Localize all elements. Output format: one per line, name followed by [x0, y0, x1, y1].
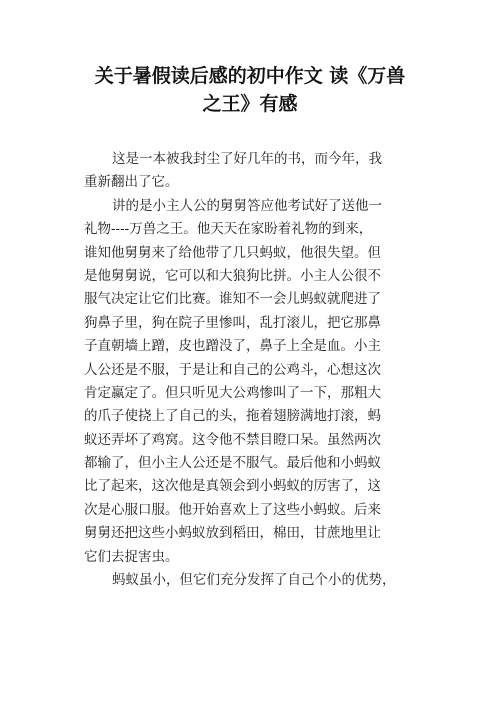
paragraph-1-line-2: 重新翻出了它。 [84, 174, 179, 191]
title-line-2: 之王》有感 [202, 93, 298, 115]
paragraph-2-line-7: 子直朝墙上蹭，皮也蹭没了，鼻子上全是血。小主 [84, 338, 381, 355]
paragraph-2-line-3: 谁知他舅舅来了给他带了几只蚂蚁，他很失望。但 [84, 244, 381, 261]
paragraph-2-line-12: 都输了，但小主人公还是不服气。最后他和小蚂蚁 [84, 455, 381, 472]
title-line-1: 关于暑假读后感的初中作文 读《万兽 [94, 65, 406, 87]
paragraph-2-line-15: 舅舅还把这些小蚂蚁放到稻田，棉田，甘蔗地里让 [84, 525, 381, 542]
paragraph-2-line-2: 礼物----万兽之王。他天天在家盼着礼物的到来， [84, 221, 373, 238]
document-body [84, 148, 418, 592]
document-title [70, 62, 430, 118]
paragraph-2-line-4: 是他舅舅说，它可以和大狼狗比拼。小主人公很不 [84, 267, 381, 284]
paragraph-2-line-5: 服气决定让它们比赛。谁知不一会儿蚂蚁就爬进了 [84, 291, 381, 308]
paragraph-2-line-13: 比了起来，这次他是真领会到小蚂蚁的厉害了，这 [84, 478, 381, 495]
paragraph-2-line-16: 它们去捉害虫。 [84, 548, 179, 565]
paragraph-1-line-1: 这是一本被我封尘了好几年的书，而今年，我 [112, 151, 382, 167]
paragraph-2-line-10: 的爪子使挠上了自己的头，拖着翅膀满地打滚，蚂 [84, 408, 381, 425]
paragraph-2-line-1: 讲的是小主人公的舅舅答应他考试好了送他一 [112, 197, 382, 214]
paragraph-2-line-14: 次是心服口服。他开始喜欢上了这些小蚂蚁。后来 [84, 501, 381, 518]
paragraph-2-line-6: 狗鼻子里，狗在院子里惨叫，乱打滚儿，把它那鼻 [84, 314, 381, 331]
paragraph-3-line-1: 蚂蚁虽小，但它们充分发挥了自己个小的优势， [112, 572, 396, 589]
paragraph-2-line-11: 蚁还弄坏了鸡窝。这令他不禁目瞪口呆。虽然两次 [84, 431, 381, 448]
paragraph-2-line-8: 人公还是不服，于是让和自己的公鸡斗，心想这次 [84, 361, 381, 378]
paragraph-2-line-9: 肯定赢定了。但只听见大公鸡惨叫了一下，那粗大 [84, 384, 381, 401]
